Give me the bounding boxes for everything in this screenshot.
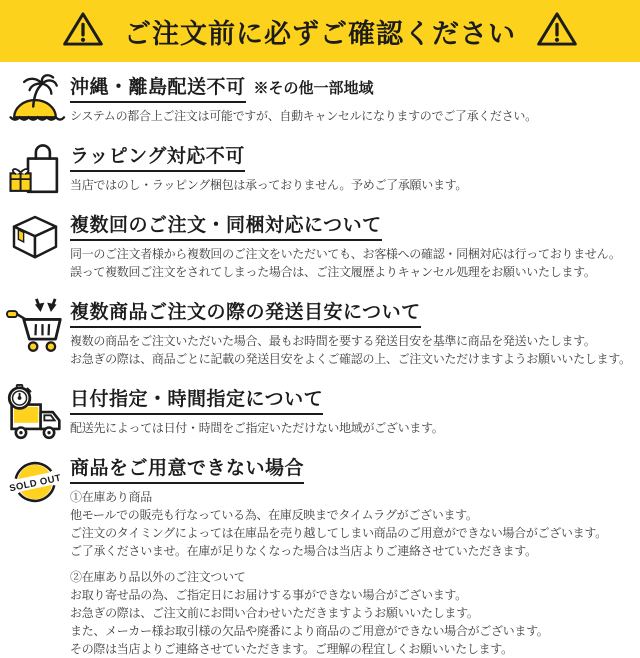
section-shipping-estimate (0, 297, 640, 368)
section-body-line: ②在庫あり品以外のご注文ついて (70, 568, 640, 586)
section-body-line: システムの都合上ご注文は可能ですが、自動キャンセルになりますのでご了承ください。 (70, 107, 640, 125)
section-body-line: 複数の商品をご注文いただいた場合、最もお時間を要する発送目安を基準に商品を発送いたします。 (70, 332, 640, 350)
sold-out-stamp-icon (0, 453, 70, 658)
section-body-line: 配送先によっては日付・時間をご指定いただけない地域がございます。 (70, 419, 640, 437)
section-multiple-orders (0, 210, 640, 281)
section-body-line: お取り寄せ品の為、ご指定日にお届けする事ができない場合がございます。 (70, 586, 640, 604)
section-title: 日付指定・時間指定について (70, 384, 323, 415)
section-body-line: その際は当店よりご連絡させていただきます。ご理解の程宜しくお願いいたします。 (70, 640, 640, 658)
section-body-line: ご了承くださいませ。在庫が足りなくなった場合は当店よりご連絡させていただきます。 (70, 542, 640, 560)
gift-bag-icon (0, 141, 70, 194)
section-body-line: ①在庫あり商品 (70, 488, 640, 506)
banner-title: ご注文前に必ずご確認ください (124, 12, 516, 51)
confirm-before-order-banner (0, 0, 640, 62)
truck-clock-icon (0, 384, 70, 437)
section-body-line: ご注文のタイミングによっては在庫品を売り越してしまい商品のご用意ができない場合がございます。 (70, 524, 640, 542)
cardboard-box-icon (0, 210, 70, 281)
section-okinawa-shipping (0, 72, 640, 125)
section-body-line: 誤って複数回ご注文をされてしまった場合は、ご注文履歴よりキャンセル処理をお願いいたします。 (70, 263, 640, 281)
section-item-unavailable (0, 453, 640, 658)
section-body-line: 同一のご注文者様から複数回のご注文をいただいても、お客様への確認・同梱対応は行っておりません。 (70, 245, 640, 263)
section-body-line: お急ぎの際は、ご注文前にお問い合わせいただきますようお願いいたします。 (70, 604, 640, 622)
section-body-line: 当店ではのし・ラッピング梱包は承っておりません。予めご了承願います。 (70, 176, 640, 194)
section-title: 複数回のご注文・同梱対応について (70, 210, 382, 241)
svg-text:SOLD OUT: SOLD OUT (8, 473, 62, 495)
section-body-line: 他モールでの販売も行なっている為、在庫反映までタイムラグがございます。 (70, 506, 640, 524)
warning-triangle-icon (62, 10, 104, 53)
notice-sections (0, 62, 640, 658)
cart-arrows-icon (0, 297, 70, 368)
section-body-line: また、メーカー様お取引様の欠品や廃番により商品のご用意ができない場合がございます。 (70, 622, 640, 640)
section-title: 沖縄・離島配送不可 (70, 72, 246, 103)
warning-triangle-icon (536, 10, 578, 53)
section-body-line: お急ぎの際は、商品ごとに記載の発送目安をよくご確認の上、ご注文いただけますようお願いいたします。 (70, 350, 640, 368)
section-note: ※その他一部地域 (254, 80, 374, 97)
section-title: 商品をご用意できない場合 (70, 453, 304, 484)
island-palm-icon (0, 72, 70, 125)
section-title: 複数商品ご注文の際の発送目安について (70, 297, 421, 328)
section-date-time (0, 384, 640, 437)
section-no-wrapping (0, 141, 640, 194)
section-title: ラッピング対応不可 (70, 141, 245, 172)
